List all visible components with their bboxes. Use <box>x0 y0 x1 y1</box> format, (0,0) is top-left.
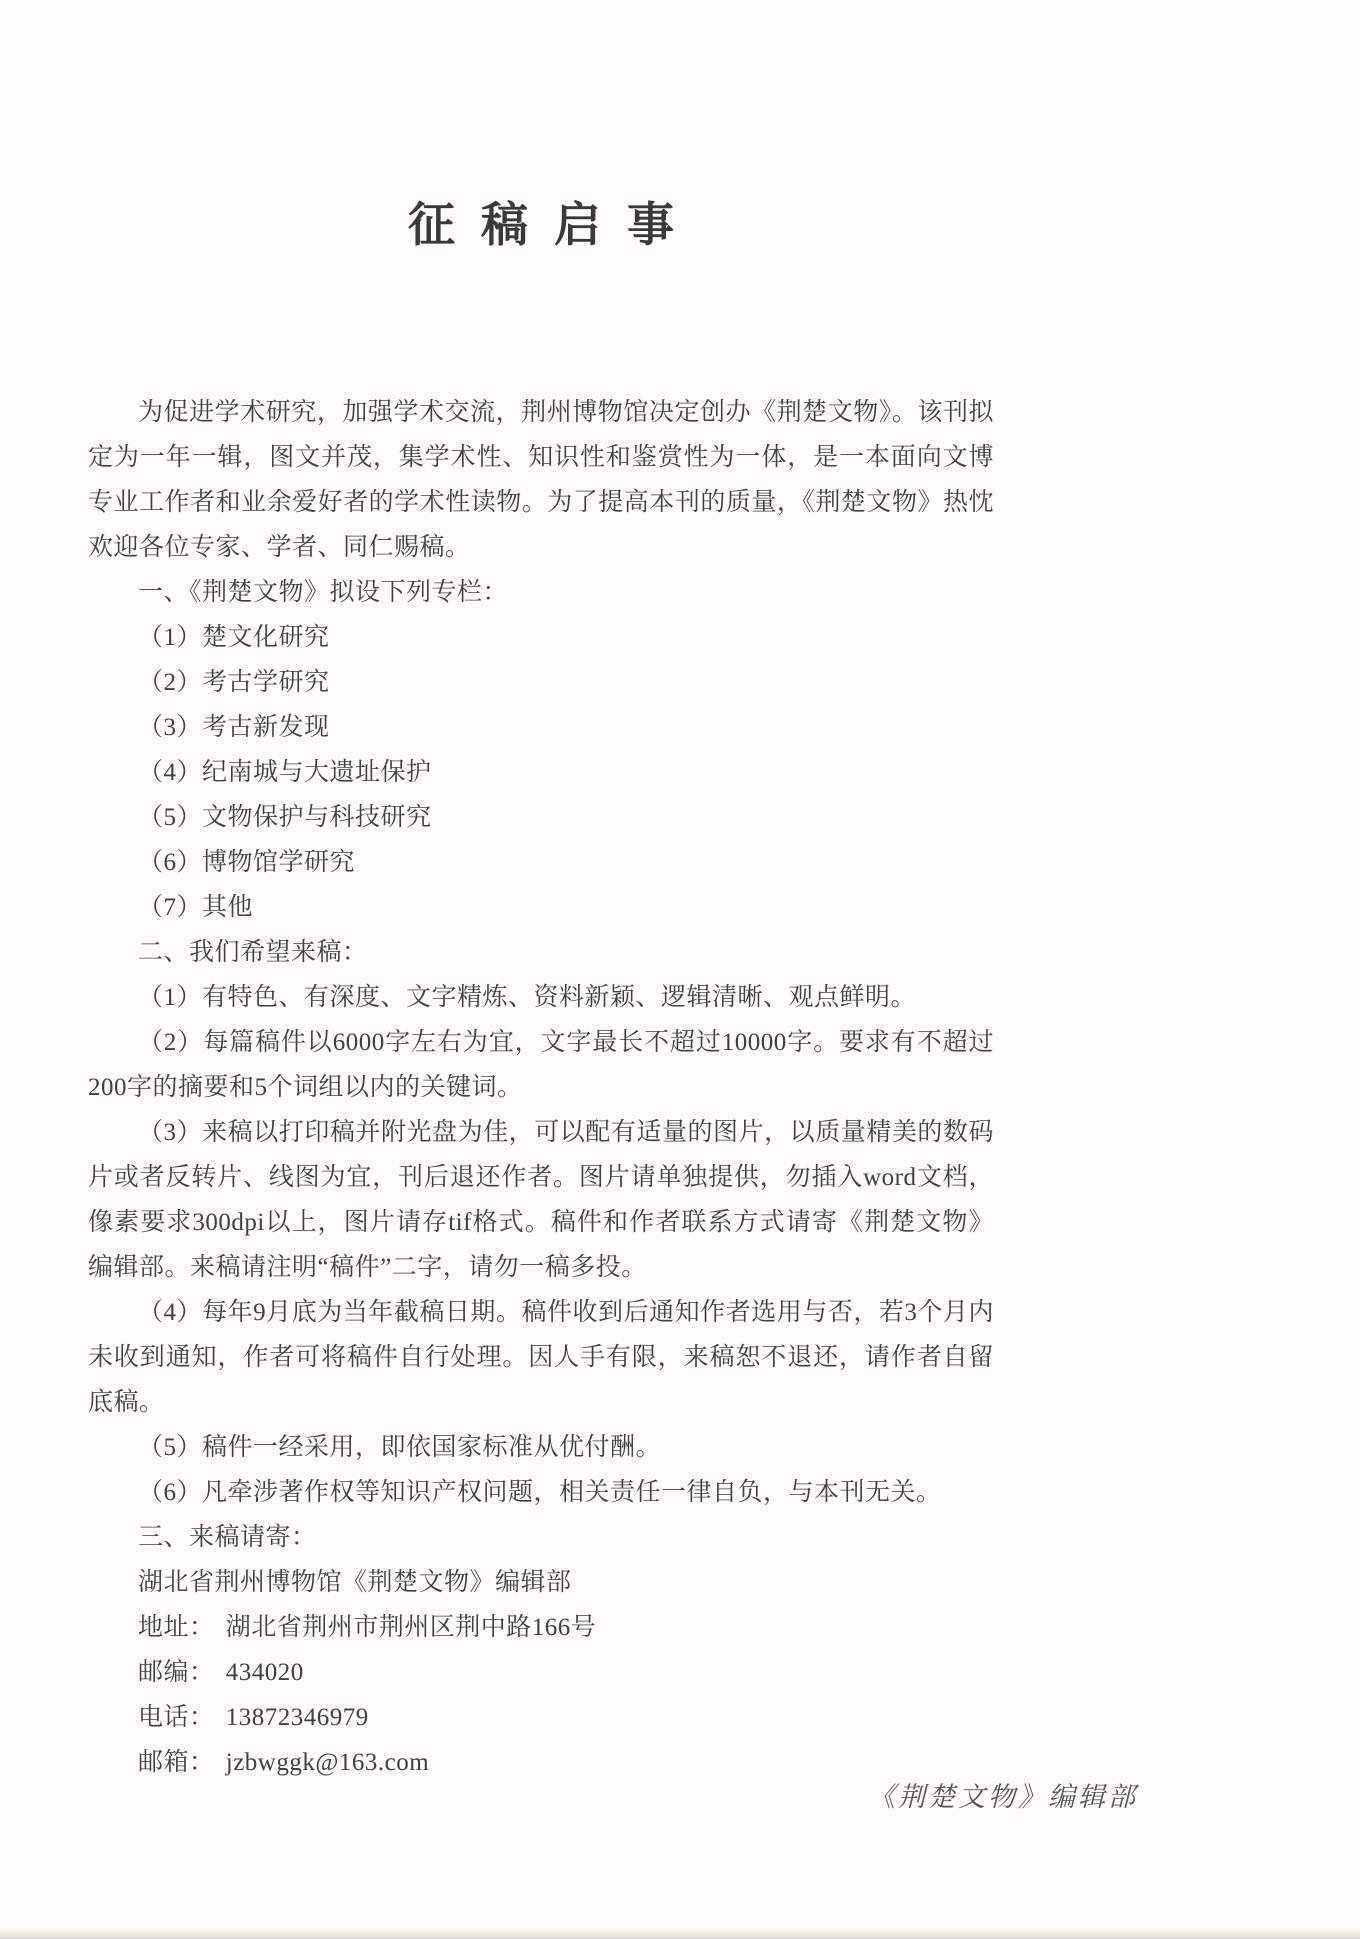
email-label: 邮箱： <box>138 1749 215 1776</box>
mailing-recipient: 湖北省荆州博物馆《荆楚文物》编辑部 <box>138 1569 572 1596</box>
mailing-email-row <box>88 1740 994 1785</box>
section1-item-7: （7）其他 <box>138 894 254 921</box>
intro-paragraph: 为促进学术研究，加强学术交流，荆州博物馆决定创办《荆楚文物》。该刊拟定为一年一辑，图文并茂，集学术性、知识性和鉴赏性为一体，是一本面向文博专业工作者和业余爱好者的学术性读物。为了提高本刊的质量，《荆楚文物》热忱欢迎各位专家、学者、同仁赐稿。 <box>88 399 994 561</box>
section3-heading: 三、来稿请寄： <box>138 1524 317 1551</box>
email-value: jzbwggk@163.com <box>225 1749 430 1776</box>
phone-label: 电话： <box>138 1704 215 1731</box>
postcode-label: 邮编： <box>138 1659 215 1686</box>
section2-item-5: （5）稿件一经采用，即依国家标准从优付酬。 <box>138 1434 662 1461</box>
postcode-value: 434020 <box>225 1659 304 1686</box>
signature: 《荆楚文物》编辑部 <box>868 1782 1138 1812</box>
section1-item-2: （2）考古学研究 <box>138 669 330 696</box>
address-value: 湖北省荆州市荆州区荆中路166号 <box>225 1614 597 1641</box>
section2-item-3: （3）来稿以打印稿并附光盘为佳，可以配有适量的图片，以质量精美的数码片或者反转片、线图为宜，刊后退还作者。图片请单独提供，勿插入word文档，像素要求300dpi以上，图片请存tif格式。稿件和作者联系方式请寄《荆楚文物》编辑部。来稿请注明“稿件”二字，请勿一稿多投。 <box>88 1119 994 1281</box>
mailing-postcode-row <box>88 1650 994 1695</box>
section2-item-1: （1）有特色、有深度、文字精炼、资料新颖、逻辑清晰、观点鲜明。 <box>138 984 917 1011</box>
section1-heading: 一、《荆楚文物》拟设下列专栏： <box>138 579 509 606</box>
section1-item-3: （3）考古新发现 <box>138 714 330 741</box>
address-label: 地址： <box>138 1614 215 1641</box>
document-body <box>88 200 994 1785</box>
section1-item-6: （6）博物馆学研究 <box>138 849 356 876</box>
section2-item-4: （4）每年9月底为当年截稿日期。稿件收到后通知作者选用与否，若3个月内未收到通知，作者可将稿件自行处理。因人手有限，来稿恕不退还，请作者自留底稿。 <box>88 1299 994 1416</box>
section1-item-5: （5）文物保护与科技研究 <box>138 804 432 831</box>
section1-item-1: （1）楚文化研究 <box>138 624 330 651</box>
section2-item-6: （6）凡牵涉著作权等知识产权问题，相关责任一律自负，与本刊无关。 <box>138 1479 942 1506</box>
page-title: 征稿启事 <box>408 200 700 252</box>
phone-value: 13872346979 <box>225 1704 369 1731</box>
mailing-address-row <box>88 1605 994 1650</box>
mailing-phone-row <box>88 1695 994 1740</box>
section1-item-4: （4）纪南城与大遗址保护 <box>138 759 432 786</box>
section2-heading: 二、我们希望来稿： <box>138 939 368 966</box>
section2-item-2: （2）每篇稿件以6000字左右为宜，文字最长不超过10000字。要求有不超过200字的摘要和5个词组以内的关键词。 <box>88 1029 994 1101</box>
